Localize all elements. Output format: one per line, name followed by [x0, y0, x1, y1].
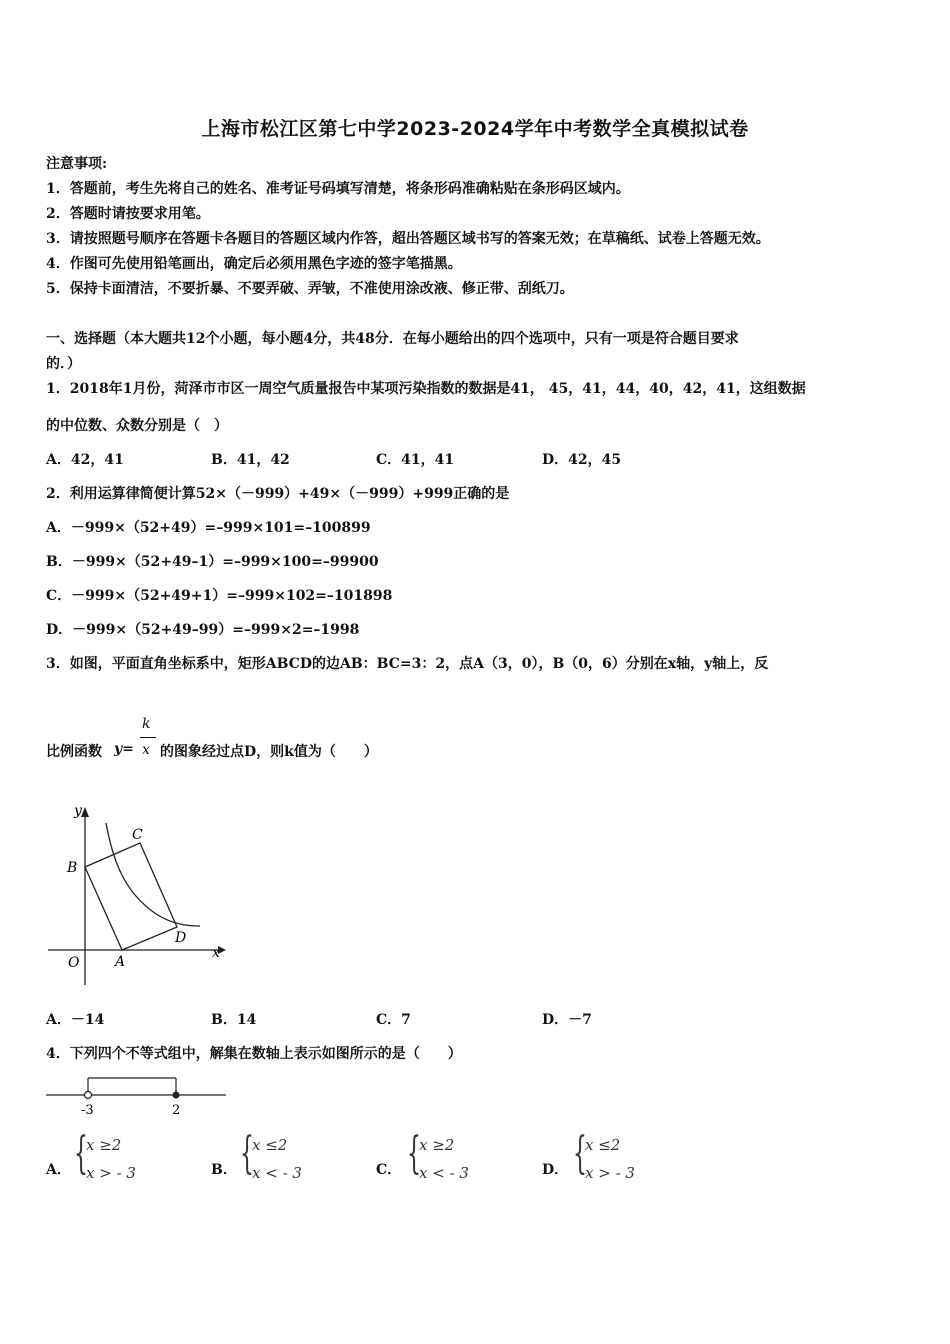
question-3-equation: y=	[114, 741, 134, 757]
notice-item: 5．保持卡面清洁，不要折暴、不要弄破、弄皱，不准使用涂改液、修正带、刮纸刀。	[46, 281, 574, 297]
q4-option-c-system: x ≥2 x < - 3	[419, 1136, 469, 1182]
q4-option-a-label: A．	[46, 1162, 71, 1178]
question-3-stem-post: 的图象经过点D，则k值为（ ）	[160, 744, 378, 760]
brace-icon: {	[573, 1128, 587, 1179]
number-line-figure	[40, 1072, 230, 1120]
q2-option-b: B．－999×（52+49–1）=–999×100=–99900	[46, 554, 379, 570]
q1-option-d: D．42，45	[542, 452, 622, 468]
q2-option-d: D．－999×（52+49–99）=–999×2=–1998	[46, 622, 360, 638]
notice-item: 1．答题前，考生先将自己的姓名、准考证号码填写清楚，将条形码准确粘贴在条形码区域内。	[46, 181, 630, 197]
question-2-stem: 2．利用运算律简便计算52×（－999）+49×（－999）+999正确的是	[46, 486, 510, 502]
q2-option-c: C．－999×（52+49+1）=–999×102=–101898	[46, 588, 393, 604]
q3-option-b: B．14	[211, 1012, 257, 1028]
label-x: x	[212, 945, 220, 961]
brace-icon: {	[240, 1128, 254, 1179]
notice-item: 4．作图可先使用铅笔画出，确定后必须用黑色字迹的签字笔描黑。	[46, 256, 462, 272]
q4-option-c-label: C．	[376, 1162, 402, 1178]
y-axis-arrow	[81, 807, 89, 817]
open-point	[85, 1092, 92, 1099]
closed-point	[173, 1092, 180, 1099]
label-b: B	[67, 860, 78, 876]
question-1-stem: 1．2018年1月份，菏泽市市区一周空气质量报告中某项污染指数的数据是41， 45，41，44，40，42，41，这组数据	[46, 381, 806, 397]
coordinate-figure	[40, 795, 235, 990]
notice-item: 2．答题时请按要求用笔。	[46, 206, 210, 222]
brace-icon: {	[74, 1128, 88, 1179]
q4-option-b-label: B．	[211, 1162, 237, 1178]
nl-label-right: 2	[172, 1103, 181, 1118]
nl-label-left: -3	[81, 1103, 94, 1118]
notice-heading: 注意事项:	[46, 156, 108, 172]
label-a: A	[115, 954, 126, 970]
q1-option-c: C．41，41	[376, 452, 455, 468]
label-d: D	[175, 930, 187, 946]
section-heading-cont: 的．）	[46, 356, 81, 372]
question-3-stem: 3．如图，平面直角坐标系中，矩形ABCD的边AB：BC=3：2，点A（3，0），B（0，6）分别在x轴，y轴上，反	[46, 656, 769, 672]
section-heading: 一、选择题（本大题共12个小题，每小题4分，共48分．在每小题给出的四个选项中，只有一项是符合题目要求	[46, 331, 739, 347]
label-y: y	[74, 803, 82, 819]
question-1-stem-cont: 的中位数、众数分别是（ ）	[46, 418, 228, 434]
brace-icon: {	[407, 1128, 421, 1179]
fraction-denominator: x	[142, 742, 150, 758]
q3-option-d: D．－7	[542, 1012, 592, 1028]
question-4-stem: 4．下列四个不等式组中，解集在数轴上表示如图所示的是（ ）	[46, 1046, 462, 1062]
q2-option-a: A．－999×（52+49）=–999×101=–100899	[46, 520, 371, 536]
page-title: 上海市松江区第七中学2023-2024学年中考数学全真模拟试卷	[201, 118, 749, 140]
label-c: C	[132, 827, 143, 843]
fraction-bar	[140, 737, 156, 738]
fraction-numerator: k	[142, 716, 151, 732]
notice-item: 3．请按照题号顺序在答题卡各题目的答题区域内作答，超出答题区域书写的答案无效；在草稿纸、试卷上答题无效。	[46, 231, 770, 247]
q4-option-d-label: D．	[542, 1162, 569, 1178]
hyperbola-curve	[106, 823, 200, 926]
label-o: O	[68, 955, 80, 971]
question-3-stem-pre: 比例函数	[46, 744, 102, 760]
rectangle-abcd	[85, 843, 177, 950]
q1-option-a: A．42，41	[46, 452, 124, 468]
q3-option-a: A．－14	[46, 1012, 105, 1028]
q3-option-c: C．7	[376, 1012, 411, 1028]
q4-option-a-system: x ≥2 x > - 3	[86, 1136, 136, 1182]
q4-option-d-system: x ≤2 x > - 3	[585, 1136, 635, 1182]
q1-option-b: B．41，42	[211, 452, 290, 468]
q4-option-b-system: x ≤2 x < - 3	[252, 1136, 302, 1182]
